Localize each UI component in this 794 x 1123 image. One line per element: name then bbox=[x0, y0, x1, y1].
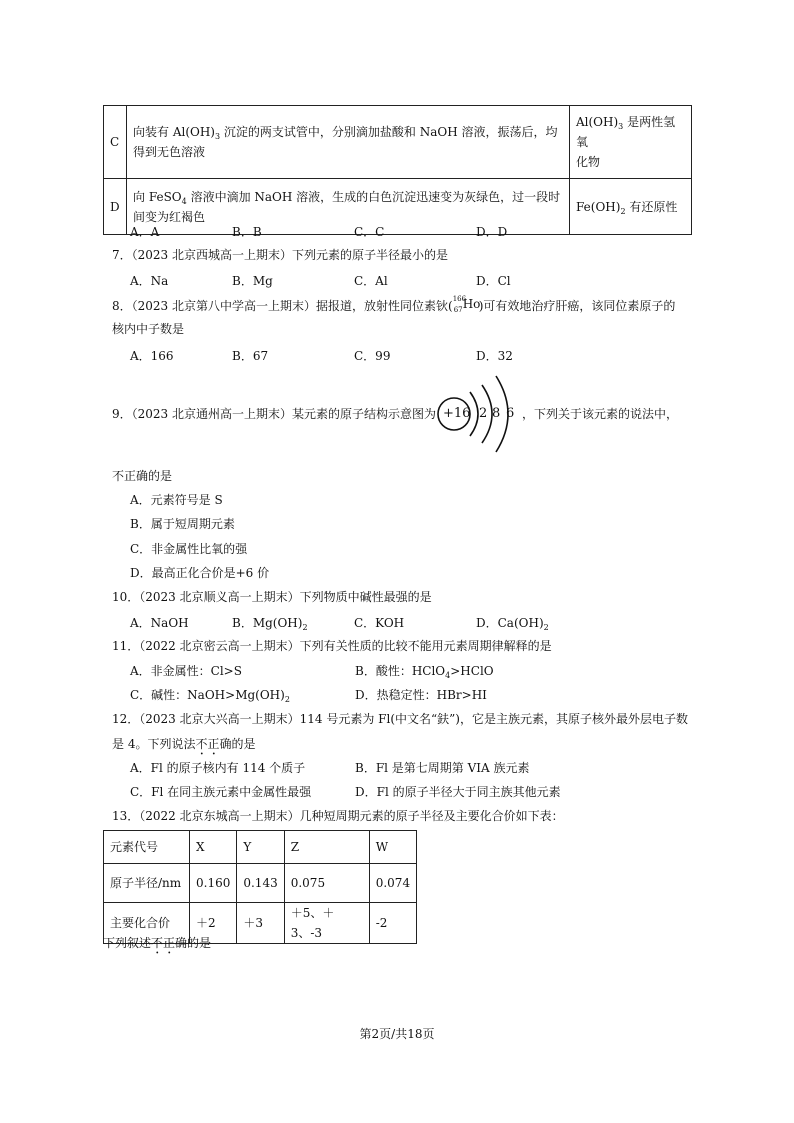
page-footer: 第2页/共18页 bbox=[359, 1027, 435, 1041]
q8-stem: 8．（2023 北京第八中学高一上期末）据报道，放射性同位素钬( 166 67 Ho )可有效地治疗肝癌，该同位素原子的 bbox=[112, 295, 676, 314]
shell-electrons-2: 8 bbox=[492, 406, 501, 421]
q11-option-c[interactable]: C．碱性：$NaOH>Mg(OH)_2$ bbox=[130, 688, 290, 704]
q13-after-table: 下列叙述不正确的是 bbox=[103, 936, 212, 950]
q12-stem: 12．（2023 北京大兴高一上期末）114 号元素为 Fl(中文名“鈇”)，它是主族元素，其原子核外最外层电子数 bbox=[112, 712, 688, 726]
q9-stem-b: ，下列关于该元素的说法中， bbox=[522, 407, 679, 421]
option-a[interactable]: A．A bbox=[130, 225, 160, 239]
shell-arc-1 bbox=[470, 392, 478, 436]
row-letter: D bbox=[104, 179, 127, 235]
option-c[interactable]: C．99 bbox=[354, 349, 391, 363]
experiment-table bbox=[103, 105, 692, 235]
option-c[interactable]: C．Al bbox=[354, 274, 388, 288]
option-b[interactable]: B．67 bbox=[232, 349, 269, 363]
q7-options bbox=[130, 272, 511, 289]
table-row: 主要化合价 ＋2 ＋3 ＋5、＋3、-3 -2 bbox=[104, 903, 417, 944]
table-row: 原子半径/nm 0.160 0.143 0.075 0.074 bbox=[104, 864, 417, 903]
nucleus-charge: +16 bbox=[443, 406, 471, 421]
option-a[interactable]: A．NaOH bbox=[130, 616, 189, 630]
option-d[interactable]: D．$Ca(OH)_2$ bbox=[476, 616, 549, 632]
conclusion-cell: $Al(OH)_3$ 是两性氢氧 化物 bbox=[570, 106, 692, 179]
shell-electrons-1: 2 bbox=[479, 406, 488, 421]
q10-stem: 10．（2023 北京顺义高一上期末）下列物质中碱性最强的是 bbox=[112, 590, 432, 604]
option-b[interactable]: B．$Mg(OH)_2$ bbox=[232, 616, 308, 632]
q8-stem-cont: 核内中子数是 bbox=[112, 322, 185, 336]
q9-stem-c: 不正确的是 bbox=[112, 469, 173, 483]
operation-cell: 向 FeSO$_4$ 溶液中滴加 NaOH 溶液，生成的白色沉淀迅速变为灰绿色，过一段时 间变为红褐色 bbox=[127, 179, 570, 235]
option-b[interactable]: B．B bbox=[232, 225, 262, 239]
q11-stem: 11．（2022 北京密云高一上期末）下列有关性质的比较不能用元素周期律解释的是 bbox=[112, 639, 552, 653]
conclusion-cell: $Fe(OH)_2$ 有还原性 bbox=[570, 179, 692, 235]
q12-option-a[interactable]: A．Fl 的原子核内有 114 个质子 bbox=[130, 761, 306, 775]
row-letter: C bbox=[104, 106, 127, 179]
q9-option-b[interactable]: B．属于短周期元素 bbox=[130, 517, 235, 531]
q6-options bbox=[130, 223, 507, 240]
q9-option-d[interactable]: D．最高正化合价是+6 价 bbox=[130, 566, 270, 580]
table-row bbox=[104, 106, 692, 179]
q9-option-a[interactable]: A．元素符号是 S bbox=[130, 493, 223, 507]
table-row: 元素代号 X Y Z W bbox=[104, 831, 417, 864]
option-b[interactable]: B．Mg bbox=[232, 274, 273, 288]
isotope-notation: 166 67 Ho bbox=[452, 295, 481, 314]
q9-option-c[interactable]: C．非金属性比氧的强 bbox=[130, 542, 248, 556]
q11-option-a[interactable]: A．非金属性：Cl>S bbox=[130, 664, 242, 678]
q12-option-d[interactable]: D．Fl 的原子半径大于同主族其他元素 bbox=[355, 785, 561, 799]
option-a[interactable]: A．166 bbox=[130, 349, 174, 363]
q12-option-c[interactable]: C．Fl 在同主族元素中金属性最强 bbox=[130, 785, 312, 799]
q8-options bbox=[130, 347, 513, 364]
q13-stem: 13．（2022 北京东城高一上期末）几种短周期元素的原子半径及主要化合价如下表： bbox=[112, 809, 564, 823]
q9-stem: 9．（2023 北京通州高一上期末）某元素的原子结构示意图为 bbox=[112, 407, 436, 421]
option-a[interactable]: A．Na bbox=[130, 274, 169, 288]
operation-cell: 向装有 $Al(OH)_3$ 沉淀的两支试管中，分别滴加盐酸和 NaOH 溶液，振荡后，均 得到无色溶液 bbox=[127, 106, 570, 179]
q11-option-d[interactable]: D．热稳定性：HBr>HI bbox=[355, 688, 487, 702]
option-c[interactable]: C．C bbox=[354, 225, 385, 239]
q10-options bbox=[130, 614, 549, 631]
q12-option-b[interactable]: B．Fl 是第七周期第 VIA 族元素 bbox=[355, 761, 530, 775]
option-d[interactable]: D．32 bbox=[476, 349, 513, 363]
element-properties-table bbox=[103, 830, 417, 944]
option-d[interactable]: D．Cl bbox=[476, 274, 511, 288]
option-c[interactable]: C．KOH bbox=[354, 616, 405, 630]
q7-stem: 7．（2023 北京西城高一上期末）下列元素的原子半径最小的是 bbox=[112, 248, 448, 262]
q12-stem-cont: 是 4。下列说法不正确的是 bbox=[112, 737, 256, 751]
q11-option-b[interactable]: B．酸性：HClO$_4$>HClO bbox=[355, 664, 494, 680]
shell-electrons-3: 6 bbox=[506, 406, 515, 421]
option-d[interactable]: D．D bbox=[476, 225, 508, 239]
